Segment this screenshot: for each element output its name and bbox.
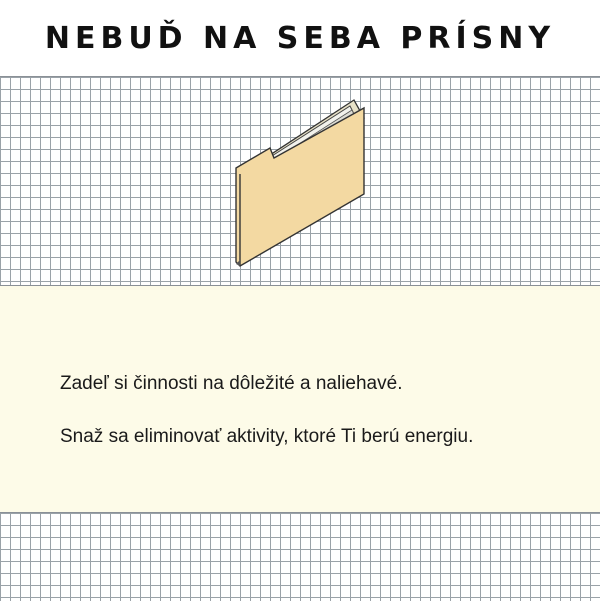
paragraph: Snaž sa eliminovať aktivity, ktoré Ti berú energiu. <box>60 426 474 447</box>
paragraph: Zadeľ si činnosti na dôležité a naliehavé. <box>60 373 403 394</box>
folder-with-bookmark-icon <box>230 92 370 277</box>
page-title: NEBUĎ NA SEBA PRÍSNY <box>44 20 556 56</box>
header <box>0 0 600 76</box>
grid-paper-bottom <box>0 512 600 601</box>
body-text <box>60 370 540 476</box>
